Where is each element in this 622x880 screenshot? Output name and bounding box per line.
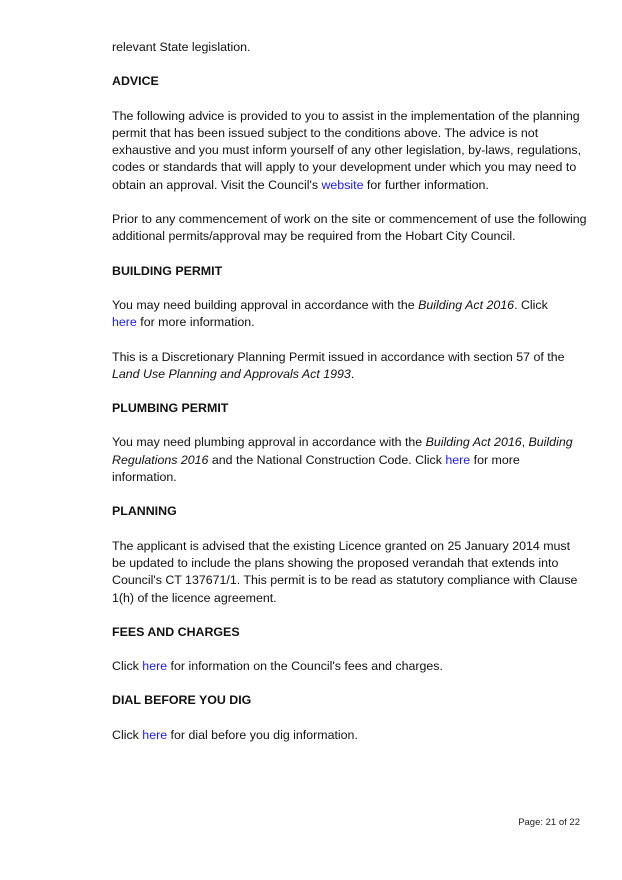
- fees-heading: FEES AND CHARGES: [112, 624, 240, 639]
- planning-paragraph: The applicant is advised that the existing Licence granted on 25 January 2014 must be updated to include the plans showing the proposed verandah that extends into Council's CT 137671/1. This permit is to be read as statutory compliance with Clause 1(h) of the licence agreement.: [112, 538, 578, 605]
- advice-text-tail: for further information.: [363, 177, 489, 192]
- building-permit-text: You may need building approval in accordance with the: [112, 297, 419, 312]
- building-permit-text-tail: for more information.: [136, 315, 255, 330]
- building-permit-here-link[interactable]: here: [112, 315, 137, 330]
- lupa-act-title: Land Use Planning and Approvals Act 1993: [112, 366, 351, 381]
- fees-text-tail: for information on the Council's fees and charges.: [167, 659, 443, 674]
- advice-heading: ADVICE: [112, 74, 159, 89]
- planning-heading: PLANNING: [112, 504, 177, 519]
- plumbing-text-mid: and the National Construction Code. Click: [208, 452, 446, 467]
- building-act-title-2: Building Act 2016: [425, 435, 522, 450]
- dial-paragraph: [112, 727, 587, 744]
- discretionary-text: This is a Discretionary Planning Permit issued in accordance with section 57 of the: [112, 349, 565, 364]
- plumbing-separator: ,: [521, 435, 529, 450]
- advice-text: The following advice is provided to you to assist in the implementation of the planning permit that has been issued subject to the conditions above. The advice is not exhaustive and you must inform yourself of any other legislation, by-laws, regulations, codes or standards that will apply to your development under which you may need to obtain an approval. Visit the Council's: [112, 108, 582, 192]
- fees-here-link[interactable]: here: [142, 659, 168, 674]
- building-act-title: Building Act 2016: [418, 297, 515, 312]
- plumbing-text-tail: for more information.: [112, 452, 520, 485]
- discretionary-permit-paragraph: [112, 349, 587, 384]
- document-page: [112, 39, 587, 744]
- building-regulations-title: Building Regulations 2016: [112, 435, 573, 467]
- fees-text: Click: [112, 659, 143, 674]
- advice-paragraph: [112, 108, 587, 194]
- discretionary-text-tail: .: [350, 366, 355, 381]
- dial-text-tail: for dial before you dig information.: [167, 727, 358, 742]
- plumbing-permit-heading: PLUMBING PERMIT: [112, 401, 229, 416]
- plumbing-text: You may need plumbing approval in accordance with the: [112, 435, 426, 450]
- building-permit-paragraph: [112, 297, 587, 332]
- building-permit-heading: BUILDING PERMIT: [112, 263, 223, 278]
- plumbing-here-link[interactable]: here: [445, 452, 471, 467]
- intro-fragment: relevant State legislation.: [112, 40, 251, 54]
- additional-permits-paragraph: Prior to any commencement of work on the site or commencement of use the following additional permits/approval may be required from the Hobart City Council.: [112, 212, 587, 244]
- fees-paragraph: [112, 658, 587, 675]
- website-link[interactable]: website: [321, 177, 364, 192]
- page-number: Page: 21 of 22: [518, 817, 580, 828]
- dial-heading: DIAL BEFORE YOU DIG: [112, 693, 252, 708]
- building-permit-text-mid: . Click: [514, 297, 548, 312]
- dial-text: Click: [112, 727, 143, 742]
- dial-here-link[interactable]: here: [142, 727, 168, 742]
- plumbing-permit-paragraph: [112, 434, 587, 486]
